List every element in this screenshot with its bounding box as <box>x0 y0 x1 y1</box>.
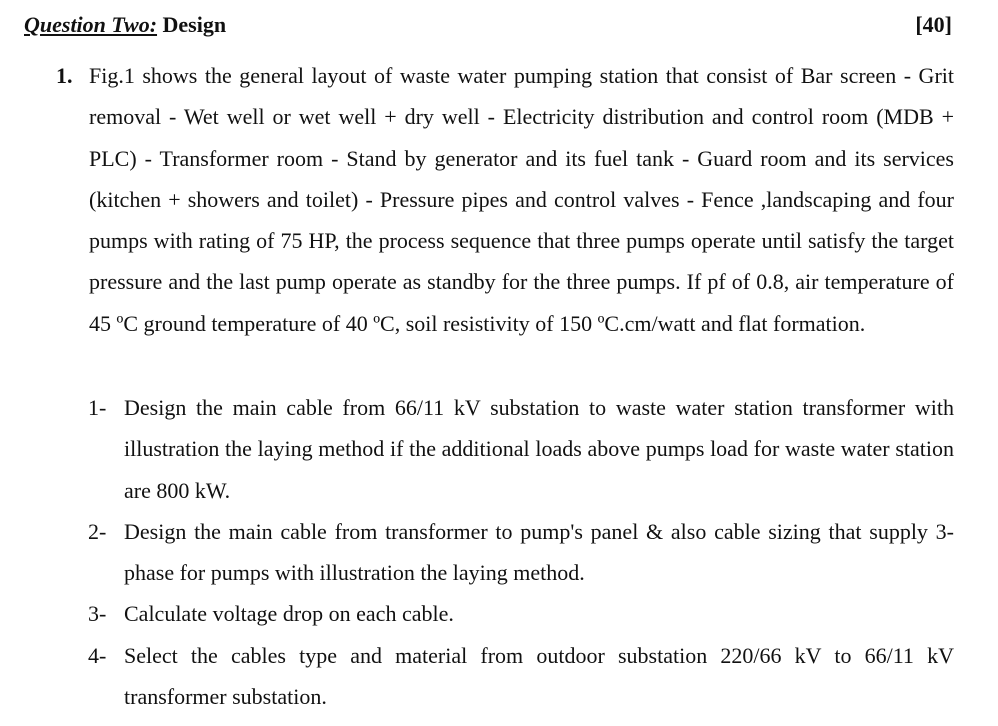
subitem-text: Select the cables type and material from outdoor substation 220/66 kV to 66/11 kV transformer substation. <box>124 642 954 710</box>
subitem-text: Design the main cable from transformer to pump's panel & also cable sizing that supply 3-phase for pumps with illustration the laying method. <box>124 518 954 586</box>
subitem-number: 4- <box>88 642 107 668</box>
item-text: Fig.1 shows the general layout of waste water pumping station that consist of Bar screen - Grit removal - Wet well or wet well + dry well - Electricity distribution and control room (MDB + PLC) - Transformer room - Stand by generator and its fuel tank - Guard room and its services (kitchen + showers and toilet) - Pressure pipes and control valves - Fence ,landscaping and four pumps with rating of 75 HP, the process sequence that three pumps operate until satisfy the target pressure and the last pump operate as standby for the three pumps. If pf of 0.8, air temperature of 45 ºC ground temperature of 40 ºC, soil resistivity of 150 ºC.cm/watt and flat formation. <box>89 63 954 336</box>
question-marks: [40] <box>915 12 952 37</box>
subitem-2 <box>88 511 954 594</box>
subitem-number: 3- <box>88 601 107 627</box>
subitem-text: Design the main cable from 66/11 kV substation to waste water station transformer with illustration the laying method if the additional loads above pumps load for waste water station are 800 kW. <box>124 395 954 503</box>
item-number: 1. <box>56 63 73 88</box>
subitem-text: Calculate voltage drop on each cable. <box>124 601 454 627</box>
question-label: Question Two: <box>24 12 158 37</box>
question-title: Design <box>162 12 227 37</box>
subitem-list <box>88 387 954 717</box>
subitem-4 <box>88 635 954 718</box>
subitem-number: 2- <box>88 518 107 544</box>
question-item-1 <box>56 55 954 344</box>
subitem-1 <box>88 387 954 511</box>
subitem-3 <box>88 593 954 634</box>
question-header <box>24 10 952 40</box>
subitem-number: 1- <box>88 395 107 420</box>
